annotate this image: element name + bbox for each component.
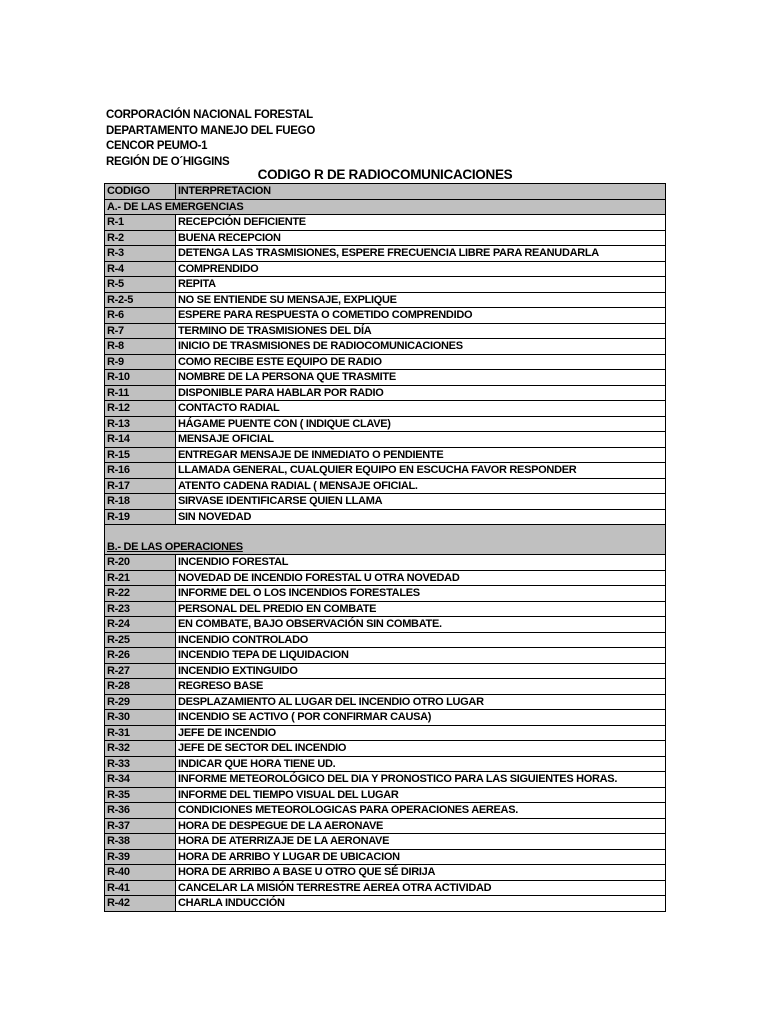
interpretation-cell: INCENDIO FORESTAL xyxy=(176,555,666,571)
interpretation-cell: CHARLA INDUCCIÓN xyxy=(176,896,666,912)
table-row xyxy=(105,339,666,355)
interpretation-cell: CANCELAR LA MISIÓN TERRESTRE AEREA OTRA ACTIVIDAD xyxy=(176,880,666,896)
table-row xyxy=(105,354,666,370)
code-cell: R-19 xyxy=(105,509,176,525)
table-row xyxy=(105,694,666,710)
table-row xyxy=(105,509,666,525)
code-cell: R-37 xyxy=(105,818,176,834)
interpretation-cell: HORA DE ATERRIZAJE DE LA AERONAVE xyxy=(176,834,666,850)
table-row xyxy=(105,246,666,262)
table-row xyxy=(105,586,666,602)
code-cell: R-15 xyxy=(105,447,176,463)
header-region: REGIÓN DE O´HIGGINS xyxy=(106,155,230,168)
interpretation-cell: ESPERE PARA RESPUESTA O COMETIDO COMPRENDIDO xyxy=(176,308,666,324)
interpretation-cell: COMPRENDIDO xyxy=(176,261,666,277)
interpretation-cell: HORA DE ARRIBO A BASE U OTRO QUE SÉ DIRIJA xyxy=(176,865,666,881)
table-row xyxy=(105,741,666,757)
code-cell: R-4 xyxy=(105,261,176,277)
table-row xyxy=(105,710,666,726)
interpretation-cell: NOVEDAD DE INCENDIO FORESTAL U OTRA NOVEDAD xyxy=(176,570,666,586)
code-cell: R-30 xyxy=(105,710,176,726)
table-header-row xyxy=(105,184,666,200)
code-cell: R-17 xyxy=(105,478,176,494)
code-cell: R-16 xyxy=(105,463,176,479)
code-cell: R-20 xyxy=(105,555,176,571)
table-row xyxy=(105,803,666,819)
interpretation-cell: CONTACTO RADIAL xyxy=(176,401,666,417)
interpretation-cell: COMO RECIBE ESTE EQUIPO DE RADIO xyxy=(176,354,666,370)
radio-code-table xyxy=(104,183,666,912)
table-row xyxy=(105,478,666,494)
table-row xyxy=(105,632,666,648)
interpretation-cell: DETENGA LAS TRASMISIONES, ESPERE FRECUENCIA LIBRE PARA REANUDARLA xyxy=(176,246,666,262)
interpretation-cell: NO SE ENTIENDE SU MENSAJE, EXPLIQUE xyxy=(176,292,666,308)
table-row xyxy=(105,463,666,479)
interpretation-cell: INCENDIO EXTINGUIDO xyxy=(176,663,666,679)
section-a-heading: A.- DE LAS EMERGENCIAS xyxy=(105,199,666,215)
table-row xyxy=(105,787,666,803)
interpretation-cell: INDICAR QUE HORA TIENE UD. xyxy=(176,756,666,772)
code-cell: R-12 xyxy=(105,401,176,417)
table-row xyxy=(105,849,666,865)
table-row xyxy=(105,834,666,850)
code-cell: R-3 xyxy=(105,246,176,262)
table-row xyxy=(105,261,666,277)
table-row xyxy=(105,230,666,246)
table-row xyxy=(105,896,666,912)
table-row xyxy=(105,416,666,432)
interpretation-cell: INCENDIO TEPA DE LIQUIDACION xyxy=(176,648,666,664)
code-cell: R-35 xyxy=(105,787,176,803)
interpretation-cell: INFORME DEL TIEMPO VISUAL DEL LUGAR xyxy=(176,787,666,803)
code-cell: R-11 xyxy=(105,385,176,401)
table-row xyxy=(105,401,666,417)
code-cell: R-36 xyxy=(105,803,176,819)
interpretation-cell: MENSAJE OFICIAL xyxy=(176,432,666,448)
page-title: CODIGO R DE RADIOCOMUNICACIONES xyxy=(257,167,513,182)
table-body xyxy=(105,199,666,911)
interpretation-cell: HORA DE DESPEGUE DE LA AERONAVE xyxy=(176,818,666,834)
table-row xyxy=(105,601,666,617)
interpretation-cell: LLAMADA GENERAL, CUALQUIER EQUIPO EN ESCUCHA FAVOR RESPONDER xyxy=(176,463,666,479)
table-row xyxy=(105,756,666,772)
code-cell: R-33 xyxy=(105,756,176,772)
interpretation-cell: TERMINO DE TRASMISIONES DEL DÍA xyxy=(176,323,666,339)
code-cell: R-34 xyxy=(105,772,176,788)
code-cell: R-31 xyxy=(105,725,176,741)
table-row xyxy=(105,570,666,586)
table-row xyxy=(105,663,666,679)
table-row xyxy=(105,370,666,386)
interpretation-cell: INCENDIO CONTROLADO xyxy=(176,632,666,648)
header-department: DEPARTAMENTO MANEJO DEL FUEGO xyxy=(106,124,315,137)
code-cell: R-29 xyxy=(105,694,176,710)
table-row xyxy=(105,772,666,788)
table-row xyxy=(105,725,666,741)
section-b-label: B.- DE LAS OPERACIONES xyxy=(107,541,243,553)
table-row xyxy=(105,323,666,339)
code-cell: R-22 xyxy=(105,586,176,602)
header-center: CENCOR PEUMO-1 xyxy=(106,140,208,152)
section-b-row xyxy=(105,525,666,555)
interpretation-cell: INICIO DE TRASMISIONES DE RADIOCOMUNICACIONES xyxy=(176,339,666,355)
code-cell: R-13 xyxy=(105,416,176,432)
table-row xyxy=(105,308,666,324)
code-cell: R-21 xyxy=(105,570,176,586)
code-cell: R-25 xyxy=(105,632,176,648)
code-cell: R-6 xyxy=(105,308,176,324)
code-cell: R-7 xyxy=(105,323,176,339)
column-header-codigo: CODIGO xyxy=(105,184,176,200)
interpretation-cell: REGRESO BASE xyxy=(176,679,666,695)
interpretation-cell: RECEPCIÓN DEFICIENTE xyxy=(176,215,666,231)
interpretation-cell: EN COMBATE, BAJO OBSERVACIÓN SIN COMBATE. xyxy=(176,617,666,633)
interpretation-cell: BUENA RECEPCION xyxy=(176,230,666,246)
table-row xyxy=(105,617,666,633)
interpretation-cell: INFORME DEL O LOS INCENDIOS FORESTALES xyxy=(176,586,666,602)
interpretation-cell: SIN NOVEDAD xyxy=(176,509,666,525)
code-cell: R-38 xyxy=(105,834,176,850)
code-cell: R-27 xyxy=(105,663,176,679)
column-header-interpretacion: INTERPRETACION xyxy=(176,184,666,200)
interpretation-cell: REPITA xyxy=(176,277,666,293)
interpretation-cell: INFORME METEOROLÓGICO DEL DIA Y PRONOSTICO PARA LAS SIGUIENTES HORAS. xyxy=(176,772,666,788)
code-cell: R-23 xyxy=(105,601,176,617)
table-row xyxy=(105,215,666,231)
table-row xyxy=(105,865,666,881)
table-row xyxy=(105,494,666,510)
table-row xyxy=(105,447,666,463)
code-cell: R-26 xyxy=(105,648,176,664)
section-b-heading xyxy=(105,525,666,555)
interpretation-cell: ATENTO CADENA RADIAL ( MENSAJE OFICIAL. xyxy=(176,478,666,494)
code-cell: R-40 xyxy=(105,865,176,881)
interpretation-cell: DISPONIBLE PARA HABLAR POR RADIO xyxy=(176,385,666,401)
code-cell: R-39 xyxy=(105,849,176,865)
code-cell: R-18 xyxy=(105,494,176,510)
code-cell: R-24 xyxy=(105,617,176,633)
interpretation-cell: CONDICIONES METEOROLOGICAS PARA OPERACIONES AEREAS. xyxy=(176,803,666,819)
table-row xyxy=(105,385,666,401)
table-row xyxy=(105,679,666,695)
table-row xyxy=(105,555,666,571)
code-cell: R-14 xyxy=(105,432,176,448)
code-cell: R-9 xyxy=(105,354,176,370)
interpretation-cell: NOMBRE DE LA PERSONA QUE TRASMITE xyxy=(176,370,666,386)
section-a-row xyxy=(105,199,666,215)
interpretation-cell: JEFE DE INCENDIO xyxy=(176,725,666,741)
header-organization: CORPORACIÓN NACIONAL FORESTAL xyxy=(106,109,313,121)
interpretation-cell: SIRVASE IDENTIFICARSE QUIEN LLAMA xyxy=(176,494,666,510)
interpretation-cell: HÁGAME PUENTE CON ( INDIQUE CLAVE) xyxy=(176,416,666,432)
code-cell: R-2-5 xyxy=(105,292,176,308)
code-cell: R-28 xyxy=(105,679,176,695)
code-cell: R-42 xyxy=(105,896,176,912)
table-row xyxy=(105,648,666,664)
table-row xyxy=(105,880,666,896)
table-row xyxy=(105,432,666,448)
table-row xyxy=(105,292,666,308)
table-row xyxy=(105,818,666,834)
code-cell: R-10 xyxy=(105,370,176,386)
table-row xyxy=(105,277,666,293)
interpretation-cell: DESPLAZAMIENTO AL LUGAR DEL INCENDIO OTRO LUGAR xyxy=(176,694,666,710)
interpretation-cell: ENTREGAR MENSAJE DE INMEDIATO O PENDIENTE xyxy=(176,447,666,463)
interpretation-cell: HORA DE ARRIBO Y LUGAR DE UBICACION xyxy=(176,849,666,865)
code-cell: R-2 xyxy=(105,230,176,246)
interpretation-cell: JEFE DE SECTOR DEL INCENDIO xyxy=(176,741,666,757)
code-cell: R-41 xyxy=(105,880,176,896)
code-cell: R-32 xyxy=(105,741,176,757)
code-cell: R-5 xyxy=(105,277,176,293)
interpretation-cell: INCENDIO SE ACTIVO ( POR CONFIRMAR CAUSA) xyxy=(176,710,666,726)
code-cell: R-8 xyxy=(105,339,176,355)
document-header xyxy=(106,108,315,170)
code-cell: R-1 xyxy=(105,215,176,231)
interpretation-cell: PERSONAL DEL PREDIO EN COMBATE xyxy=(176,601,666,617)
